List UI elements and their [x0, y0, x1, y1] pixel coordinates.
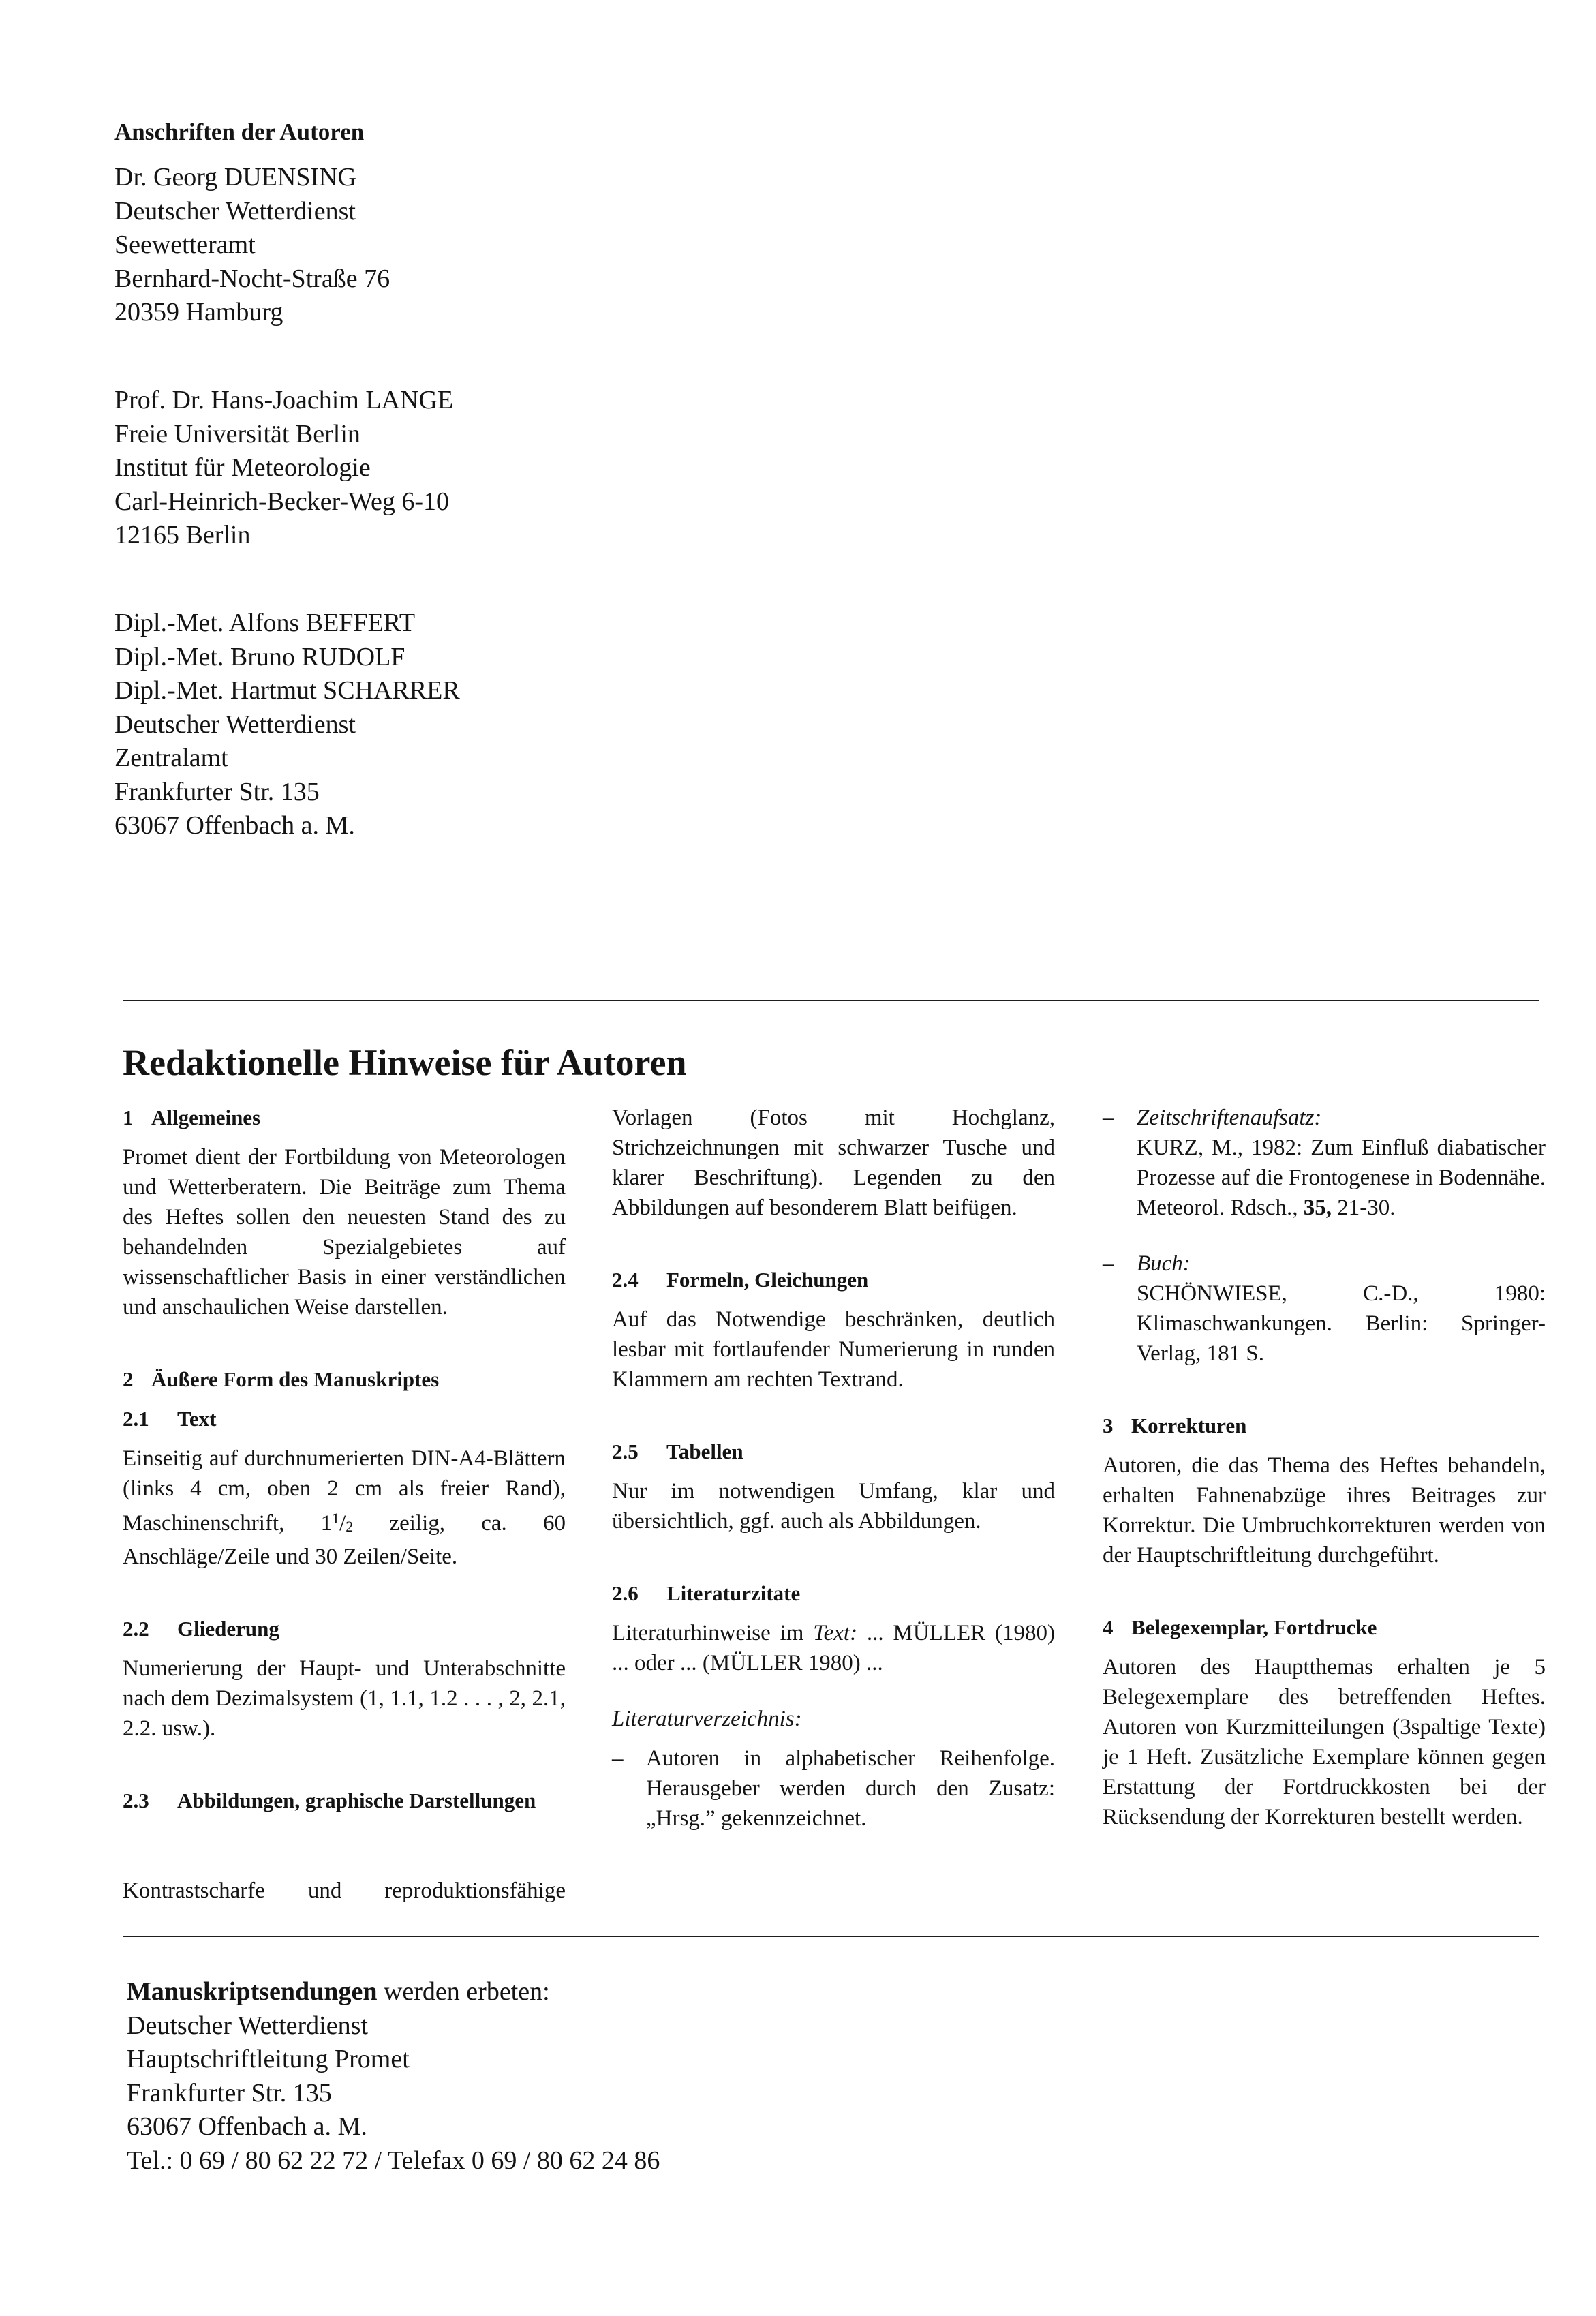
dash-bullet: –	[1103, 1106, 1114, 1130]
address-line: Prof. Dr. Hans-Joachim LANGE	[114, 386, 454, 414]
address-line: Deutscher Wetterdienst	[127, 2011, 368, 2040]
address-line: 20359 Hamburg	[114, 298, 283, 326]
bibliography-item-label: Buch:	[1137, 1251, 1191, 1276]
text-fragment-italic: Text:	[813, 1621, 858, 1645]
section-text-2-3-start	[123, 1876, 566, 1906]
section-text-4: Autoren des Hauptthemas erhalten je 5 Belegexemplare des betreffenden Heftes. Autoren von Kurzmitteilungen (3spaltige Texte) je 1 Heft. Zusätzliche Exemplare können gegen Erstattung der Fortdruckkosten bei der Rücksendung der Korrekturen bestellt werden.	[1103, 1655, 1546, 1829]
address-line: Deutscher Wetterdienst	[114, 196, 356, 226]
bibliography-item-body	[1137, 1103, 1546, 1223]
submission-lead-rest: werden erbeten:	[377, 1977, 550, 2006]
bibliography-item-text: SCHÖNWIESE, C.-D., 1980: Klimaschwankungen. Berlin: Springer-Verlag, 181 S.	[1137, 1281, 1546, 1366]
section-heading-2-4	[612, 1265, 1055, 1295]
bibliography-item-text: KURZ, M., 1982: Zum Einfluß diabatischer Prozesse auf die Frontogenese in Bodennähe. Meteorol. Rdsch.,	[1137, 1136, 1546, 1220]
section-title: Allgemeines	[151, 1106, 261, 1129]
section-heading-3	[1103, 1411, 1546, 1441]
authors-heading: Anschriften der Autoren	[114, 119, 365, 145]
submission-lead	[127, 1975, 660, 2009]
address-line: Zentralamt	[114, 744, 228, 772]
section-title: Äußere Form des Manuskriptes	[151, 1367, 440, 1391]
address-line: Dr. Georg DUENSING	[114, 163, 356, 192]
section-title: Korrekturen	[1131, 1414, 1247, 1437]
section-title: Gliederung	[177, 1617, 279, 1641]
submission-lead-bold: Manuskriptsendungen	[127, 1977, 378, 2006]
address-line: Bernhard-Nocht-Straße 76	[114, 264, 390, 293]
section-heading-4	[1103, 1613, 1546, 1643]
section-number: 1	[123, 1106, 134, 1129]
section-heading-2-5	[612, 1437, 1055, 1467]
section-number: 2.5	[612, 1439, 639, 1463]
address-line: Seewetteramt	[114, 230, 256, 259]
section-title: Literaturzitate	[666, 1581, 801, 1605]
section-number: 2.3	[123, 1788, 149, 1812]
address-line: 63067 Offenbach a. M.	[114, 811, 355, 840]
section-heading-2-2	[123, 1614, 566, 1644]
journal-volume: 35,	[1303, 1195, 1332, 1220]
text-fragment: Einseitig auf durchnumerierten DIN-A4-Blättern (links 4 cm, oben 2 cm als freier Rand), Maschinenschrift, 1	[123, 1446, 566, 1536]
section-number: 3	[1103, 1414, 1114, 1437]
section-heading-2-1	[123, 1404, 566, 1434]
section-heading-2-3	[123, 1786, 566, 1816]
bibliography-item-2	[1103, 1103, 1546, 1223]
section-title: Formeln, Gleichungen	[666, 1268, 869, 1292]
author-address-block-1	[114, 161, 390, 330]
section-text-3: Autoren, die das Thema des Heftes behandeln, erhalten Fahnenabzüge ihres Beitrages zur Korrektur. Die Umbruchkorrekturen werden von der Hauptschriftleitung durchgeführt.	[1103, 1453, 1546, 1568]
section-text-2-3-cont: Vorlagen (Fotos mit Hochglanz, Strichzeichnungen mit schwarzer Tusche und klarer Beschriftung). Legenden zu den Abbildungen auf besonderem Blatt beifügen.	[612, 1106, 1055, 1220]
section-number: 2.6	[612, 1581, 639, 1605]
section-heading-1	[123, 1103, 566, 1133]
section-text-1: Promet dient der Fortbildung von Meteorologen und Wetterberatern. Die Beiträge zum Thema des Heftes sollen den neuesten Stand des zu behandelnden Spezialgebietes auf wissenschaftlicher Basis in einer verständlichen und anschaulichen Weise darstellen.	[123, 1145, 566, 1320]
section-title: Tabellen	[666, 1439, 743, 1463]
text-fragment: Literaturhinweise im	[612, 1621, 814, 1645]
section-heading-2	[123, 1365, 566, 1395]
section-divider-top	[123, 1000, 1539, 1001]
address-line: Deutscher Wetterdienst	[114, 710, 356, 739]
section-text-2-6	[612, 1618, 1055, 1678]
section-divider-bottom	[123, 1936, 1539, 1937]
address-line: Dipl.-Met. Bruno RUDOLF	[114, 642, 405, 671]
address-line: Frankfurter Str. 135	[114, 777, 320, 806]
section-title: Abbildungen, graphische Darstellungen	[177, 1788, 536, 1812]
address-line: Hauptschriftleitung Promet	[127, 2045, 410, 2073]
section-title: Belegexemplar, Fortdrucke	[1131, 1615, 1377, 1639]
contact-line: Tel.: 0 69 / 80 62 22 72 / Telefax 0 69 / 80 62 24 86	[127, 2146, 660, 2175]
address-line: 12165 Berlin	[114, 521, 251, 549]
section-number: 2.1	[123, 1407, 149, 1431]
section-text-2-5: Nur im notwendigen Umfang, klar und übersichtlich, ggf. auch als Abbildungen.	[612, 1479, 1055, 1534]
section-number: 2.4	[612, 1268, 639, 1292]
address-line: Frankfurter Str. 135	[127, 2078, 332, 2107]
guidelines-title: Redaktionelle Hinweise für Autoren	[123, 1042, 687, 1083]
section-text-2-3: Kontrastscharfe und reproduktionsfähige	[123, 1878, 566, 1903]
bibliography-item-label: Zeitschriftenaufsatz:	[1137, 1106, 1322, 1130]
guidelines-column-3	[1103, 1103, 1546, 1832]
manuscript-submission-block	[127, 1975, 660, 2178]
section-title: Text	[177, 1407, 217, 1431]
guidelines-column-1	[123, 1103, 566, 1816]
section-text-2-2: Numerierung der Haupt- und Unterabschnitte nach dem Dezimalsystem (1, 1.1, 1.2 . . . , 2, 2.1, 2.2. usw.).	[123, 1656, 566, 1741]
text-fragment: ... MÜLLER (1980) ... oder ... (MÜLLER 1980) ...	[612, 1621, 1055, 1675]
bibliography-item-1	[612, 1743, 1055, 1833]
bibliography-item-body	[1137, 1249, 1546, 1369]
fraction-numerator: 1	[332, 1510, 340, 1527]
bibliography-item-text: 21-30.	[1331, 1195, 1396, 1220]
fraction-denominator: 2	[346, 1518, 354, 1535]
author-address-block-2	[114, 384, 453, 553]
section-heading-2-6	[612, 1579, 1055, 1609]
address-line: Freie Universität Berlin	[114, 419, 360, 448]
section-text-2-3-continued	[612, 1103, 1055, 1223]
address-line: 63067 Offenbach a. M.	[127, 2112, 367, 2141]
dash-bullet: –	[612, 1746, 624, 1771]
section-number: 2	[123, 1367, 134, 1391]
author-address-block-3	[114, 607, 460, 843]
section-number: 4	[1103, 1615, 1114, 1639]
text-fragment: zeilig, ca. 60 Anschläge/Zeile und 30 Zeilen/Seite.	[123, 1511, 566, 1569]
bibliography-item-3	[1103, 1249, 1546, 1369]
section-number: 2.2	[123, 1617, 149, 1641]
bibliography-label: Literaturverzeichnis:	[612, 1707, 802, 1731]
dash-bullet: –	[1103, 1251, 1114, 1276]
address-line: Carl-Heinrich-Becker-Weg 6-10	[114, 487, 450, 516]
address-line: Institut für Meteorologie	[114, 453, 371, 482]
address-line: Dipl.-Met. Alfons BEFFERT	[114, 609, 416, 637]
section-text-2-1: Einseitig auf durchnumerierten DIN-A4-Blättern (links 4 cm, oben 2 cm als freier Rand), Maschinenschrift, $1^1/_2$ zeilig, ca. 60 Anschläge/Zeile und 30 Zeilen/Seite.	[123, 1446, 566, 1569]
bibliography-item-text: Autoren in alphabetischer Reihenfolge. Herausgeber werden durch den Zusatz: „Hrsg.” gekennzeichnet.	[646, 1746, 1055, 1831]
section-text-2-4: Auf das Notwendige beschränken, deutlich lesbar mit fortlaufender Numerierung in runden Klammern am rechten Textrand.	[612, 1307, 1055, 1392]
guidelines-column-2	[612, 1103, 1055, 1833]
address-line: Dipl.-Met. Hartmut SCHARRER	[114, 676, 460, 705]
